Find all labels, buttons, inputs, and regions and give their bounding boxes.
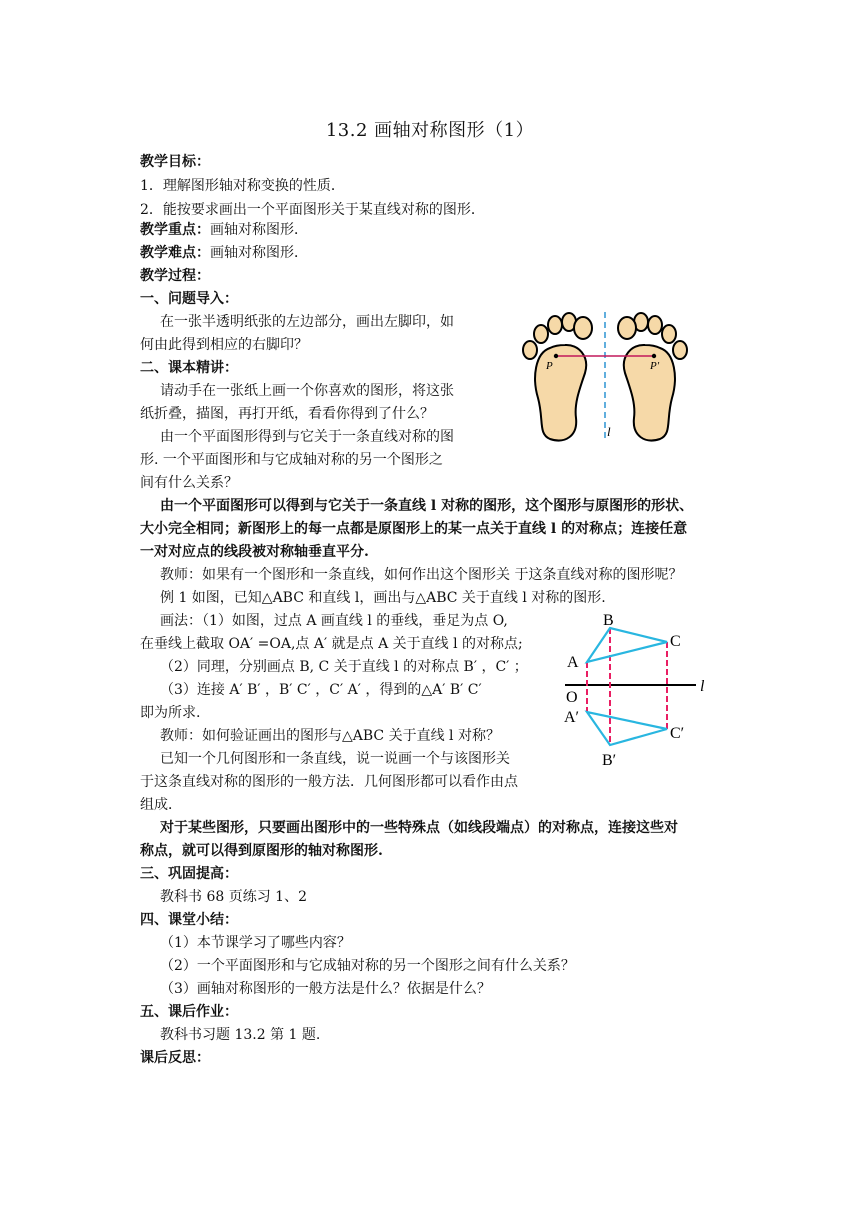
s2-bold-1: 由一个平面图形可以得到与它关于一条直线 l 对称的图形，这个图形与原图形的形状、 bbox=[160, 498, 694, 514]
s2-p2b: 形. 一个平面图形和与它成轴对称的另一个图形之 bbox=[140, 452, 443, 468]
method-3a: （3）连接 A′ B′ ，B′ C′ ，C′ A′ ，得到的△A′ B′ C′ bbox=[160, 682, 482, 698]
section-4-heading: 四、课堂小结： bbox=[140, 912, 238, 928]
s2-p1b: 纸折叠，描图，再打开纸，看看你得到了什么？ bbox=[140, 406, 434, 422]
page-title: 13.2 画轴对称图形（1） bbox=[325, 120, 535, 141]
section-2-heading: 二、课本精讲： bbox=[140, 360, 238, 376]
key-point-label: 教学重点： bbox=[140, 222, 210, 238]
s2-p2a: 由一个平面图形得到与它关于一条直线对称的图 bbox=[160, 429, 454, 445]
label-a-prime: A′ bbox=[564, 709, 580, 726]
s3-text: 教科书 68 页练习 1、2 bbox=[160, 889, 307, 905]
triangle-abc-prime bbox=[587, 712, 667, 745]
label-c-prime: C′ bbox=[670, 725, 685, 742]
s2-bold-3: 一对对应点的线段被对称轴垂直平分. bbox=[140, 544, 369, 560]
process-label: 教学过程： bbox=[140, 268, 210, 284]
label-p-prime: P′ bbox=[650, 360, 660, 372]
key-point bbox=[140, 218, 308, 242]
method-1b: 在垂线上截取 OA′ =OA,点 A′ 就是点 A 关于直线 l 的对称点; bbox=[140, 636, 523, 652]
label-c: C bbox=[670, 633, 681, 650]
triangle-abc bbox=[587, 628, 667, 662]
label-b: B bbox=[603, 612, 614, 629]
section-1-heading: 一、问题导入： bbox=[140, 291, 238, 307]
section-3-heading: 三、巩固提高： bbox=[140, 866, 238, 882]
goals-label: 教学目标： bbox=[140, 154, 210, 170]
label-l: l bbox=[607, 424, 611, 439]
label-b-prime: B′ bbox=[602, 752, 617, 769]
s1-para-1: 在一张半透明纸张的左边部分，画出左脚印，如 bbox=[160, 314, 454, 330]
summary-q3: （3）画轴对称图形的一般方法是什么？依据是什么？ bbox=[160, 981, 491, 997]
point-p-prime bbox=[652, 354, 656, 358]
s2-bold-4: 对于某些图形，只要画出图形中的一些特殊点（如线段端点）的对称点，连接这些对 bbox=[160, 820, 678, 836]
goal-2: 2．能按要求画出一个平面图形关于某直线对称的图形． bbox=[140, 202, 485, 218]
label-o: O bbox=[566, 689, 578, 706]
reflection-label: 课后反思： bbox=[140, 1050, 210, 1066]
label-p: P bbox=[546, 360, 553, 372]
right-foot bbox=[618, 313, 687, 440]
summary-q1: （1）本节课学习了哪些内容？ bbox=[160, 935, 351, 951]
triangle-figure bbox=[560, 605, 720, 770]
goal-1: 1．理解图形轴对称变换的性质． bbox=[140, 178, 345, 194]
method-2: （2）同理，分别画点 B, C 关于直线 l 的对称点 B′ ，C′ ； bbox=[160, 659, 528, 675]
teacher-question-1: 教师：如果有一个图形和一条直线，如何作出这个图形关 于这条直线对称的图形呢？ bbox=[160, 567, 683, 583]
s2-p1a: 请动手在一张纸上画一个你喜欢的图形，将这张 bbox=[160, 383, 454, 399]
s2-p3b: 于这条直线对称的图形的一般方法．几何图形都可以看作由点 bbox=[140, 774, 518, 790]
left-foot bbox=[523, 313, 592, 440]
s5-text: 教科书习题 13.2 第 1 题. bbox=[160, 1027, 321, 1043]
s2-p3c: 组成． bbox=[140, 797, 182, 813]
method-3b: 即为所求. bbox=[140, 705, 201, 721]
s2-p2c: 间有什么关系？ bbox=[140, 475, 238, 491]
difficulty-label: 教学难点： bbox=[140, 245, 210, 261]
method-1a: 画法：（1）如图，过点 A 画直线 l 的垂线，垂足为点 O, bbox=[160, 613, 508, 629]
teacher-question-2: 教师：如何验证画出的图形与△ABC 关于直线 l 对称？ bbox=[160, 728, 500, 744]
label-line-l: l bbox=[700, 678, 705, 695]
point-p bbox=[554, 354, 558, 358]
example-1: 例 1 如图，已知△ABC 和直线 l，画出与△ABC 关于直线 l 对称的图形. bbox=[160, 590, 606, 606]
s1-para-2: 何由此得到相应的右脚印？ bbox=[140, 337, 308, 353]
s2-bold-5: 称点，就可以得到原图形的轴对称图形. bbox=[140, 843, 383, 859]
key-point-text: 画轴对称图形． bbox=[210, 222, 308, 238]
summary-q2: （2）一个平面图形和与它成轴对称的另一个图形之间有什么关系？ bbox=[160, 958, 575, 974]
s2-bold-2: 大小完全相同；新图形上的每一点都是原图形上的某一点关于直线 l 的对称点；连接任意 bbox=[140, 521, 688, 537]
difficulty bbox=[140, 241, 308, 265]
section-5-heading: 五、课后作业： bbox=[140, 1004, 238, 1020]
label-a: A bbox=[567, 654, 579, 671]
s2-p3a: 已知一个几何图形和一条直线，说一说画一个与该图形关 bbox=[160, 751, 510, 767]
footprint-figure bbox=[510, 308, 700, 446]
difficulty-text: 画轴对称图形． bbox=[210, 245, 308, 261]
